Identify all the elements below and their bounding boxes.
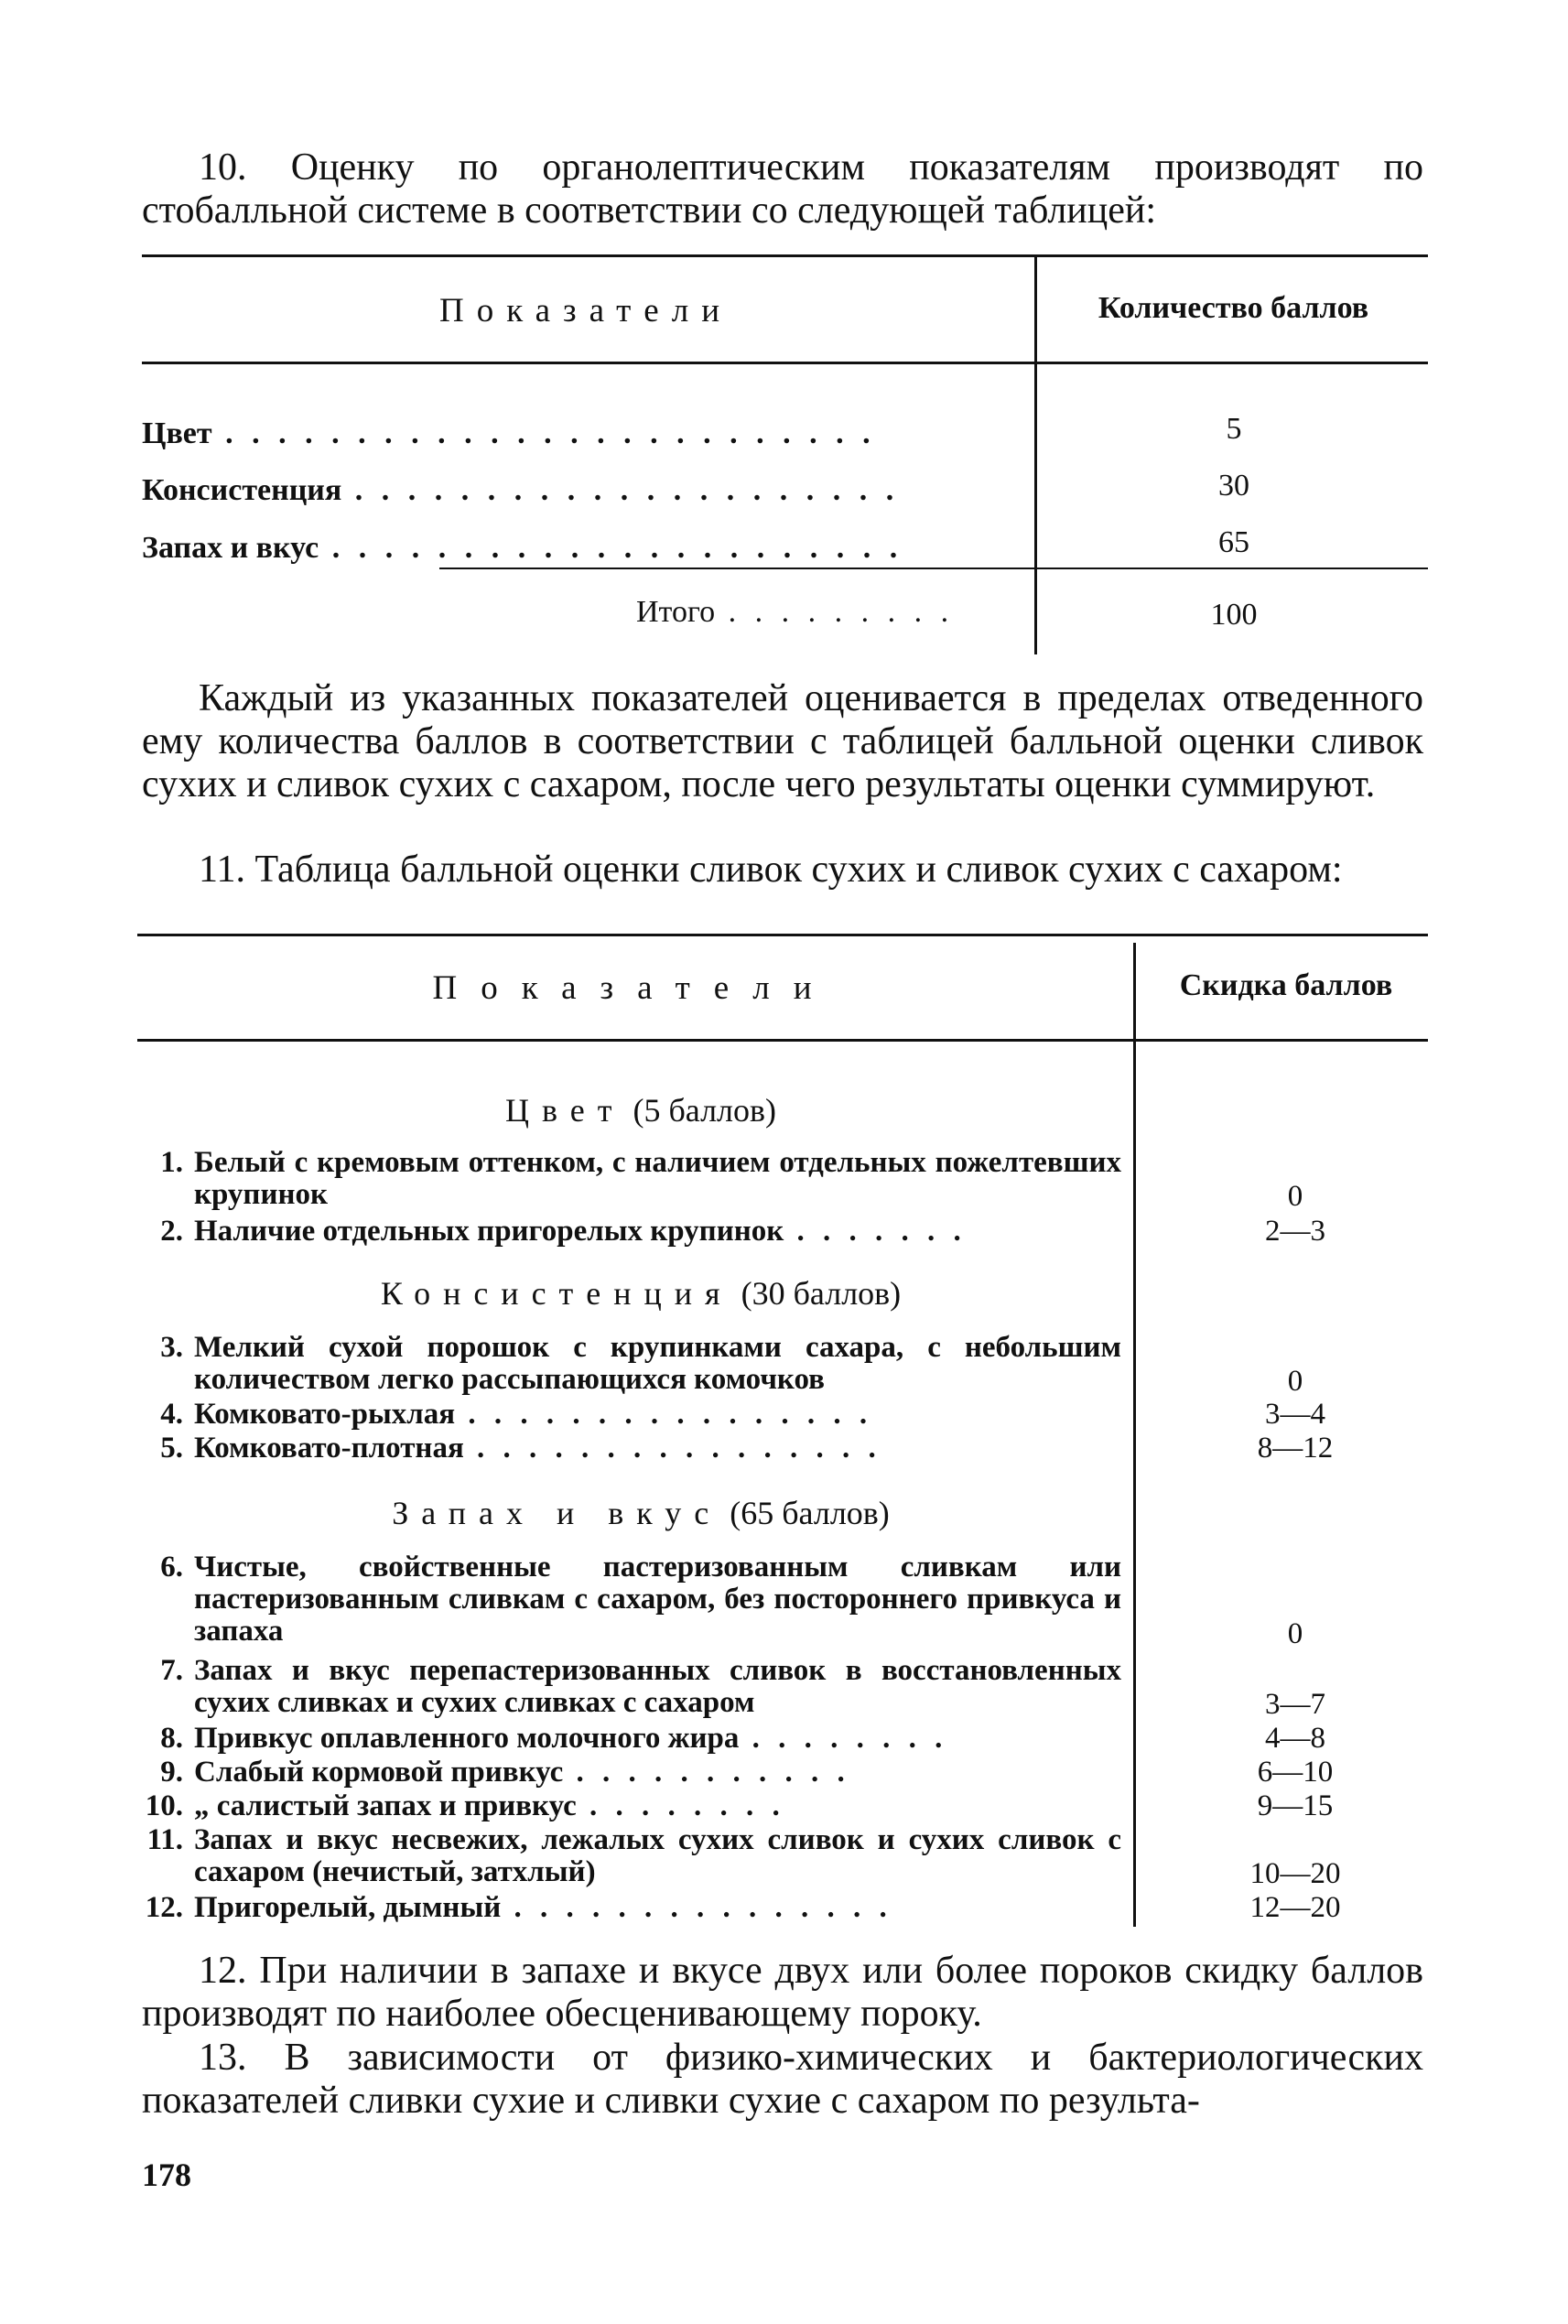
- section-title: Запах и вкус: [392, 1495, 722, 1531]
- section-consistency-heading: [142, 1274, 1140, 1313]
- table2-item: [137, 1399, 1121, 1431]
- item-text: Наличие отдельных пригорелых крупинок . . . . . . .: [194, 1215, 967, 1248]
- item-value: 2—3: [1265, 1215, 1325, 1248]
- table1-header-indicators: Показатели: [439, 292, 732, 330]
- item-value: 0: [1287, 1365, 1303, 1398]
- item-text: Комковато-рыхлая . . . . . . . . . . . . . . . .: [194, 1398, 873, 1431]
- table2-item: [137, 1723, 1121, 1755]
- table1-total-label: Итого: [636, 595, 716, 629]
- item-text: Слабый кормовой привкус . . . . . . . . . . .: [194, 1756, 850, 1789]
- table1-row-value: 65: [1218, 525, 1249, 559]
- table1-row-consistency: Консистенция . . . . . . . . . . . . . . . . . . . . .: [142, 473, 900, 507]
- paragraph-10: 10. Оценку по органолептическим показателям производят по стобалльной системе в соответствии со следующей таблицей:: [142, 146, 1423, 232]
- item-value: 8—12: [1257, 1432, 1334, 1465]
- section-color-heading: [142, 1091, 1140, 1130]
- table2-item: [137, 1790, 1121, 1822]
- item-text-label: Слабый кормовой привкус: [194, 1756, 564, 1789]
- table2-header-deduction: Скидка баллов: [1179, 968, 1393, 1002]
- paragraph-13: 13. В зависимости от физико-химических и бактериологических показателей сливки сухие и сливки сухие с сахаром по результа-: [142, 2037, 1423, 2122]
- table2-top-rule: [137, 934, 1428, 936]
- item-text-label: Пригорелый, дымный: [194, 1891, 502, 1924]
- table2-header-rule: [137, 1039, 1428, 1042]
- item-value: 10—20: [1249, 1857, 1341, 1890]
- paragraph-each-indicator: Каждый из указанных показателей оценивается в пределах отведенного ему количества баллов в соответствии с таблицей балльной оценки сливок сухих и сливок сухих с сахаром, после чего результаты оценки суммируют.: [142, 677, 1423, 805]
- item-value: 4—8: [1265, 1722, 1325, 1755]
- table2-header-indicators: Показатели: [432, 969, 836, 1007]
- item-number: 1.: [160, 1146, 183, 1179]
- section-points: (5 баллов): [633, 1092, 776, 1129]
- section-points: (65 баллов): [730, 1495, 890, 1531]
- table2-item: [137, 1551, 1121, 1648]
- table1-row-value: 30: [1218, 469, 1249, 503]
- item-number: 12.: [145, 1891, 183, 1924]
- item-text-label: Комковато-плотная: [194, 1432, 464, 1465]
- item-value: 9—15: [1257, 1789, 1334, 1822]
- item-value: 0: [1287, 1617, 1303, 1650]
- table1-row-total: Итого . . . . . . . . .: [636, 595, 955, 629]
- item-value: 12—20: [1249, 1891, 1341, 1924]
- item-number: 6.: [160, 1551, 183, 1584]
- item-text: Запах и вкус несвежих, лежалых сухих сливок и сухих сливок с сахаром (нечистый, затхлый): [194, 1823, 1121, 1888]
- item-number: 10.: [145, 1789, 183, 1822]
- table1-row-label: Цвет: [142, 416, 212, 450]
- item-text: Запах и вкус перепастеризованных сливок в восстановленных сухих сливках и сухих сливках с сахаром: [194, 1654, 1121, 1719]
- item-value: 3—4: [1265, 1398, 1325, 1431]
- section-points: (30 баллов): [741, 1275, 902, 1312]
- item-text-label: Комковато-рыхлая: [194, 1398, 456, 1431]
- table1-total-rule: [439, 567, 1428, 569]
- table2-item: [137, 1655, 1121, 1719]
- item-value: 3—7: [1265, 1688, 1325, 1721]
- table1-row-label: Запах и вкус: [142, 531, 319, 565]
- section-smell-taste-heading: [142, 1494, 1140, 1532]
- item-text-label: „ салистый запах и привкус: [194, 1789, 577, 1822]
- item-number: 2.: [160, 1215, 183, 1248]
- paragraph-11: 11. Таблица балльной оценки сливок сухих и сливок сухих с сахаром:: [199, 849, 1343, 891]
- table1-column-divider: [1034, 256, 1037, 654]
- page-number: 178: [142, 2156, 191, 2193]
- item-number: 9.: [160, 1756, 183, 1789]
- table2-item: [137, 1332, 1121, 1396]
- item-text: Мелкий сухой порошок с крупинками сахара, с небольшим количеством легко рассыпающихся комочков: [194, 1331, 1121, 1396]
- item-text: Чистые, свойственные пастеризованным сливкам или пастеризованным сливкам с сахаром, без постороннего привкуса и запаха: [194, 1551, 1121, 1648]
- item-number: 8.: [160, 1722, 183, 1755]
- item-number: 5.: [160, 1432, 183, 1465]
- table1-header-rule: [142, 362, 1428, 364]
- table2-item: [137, 1216, 1121, 1248]
- item-text: Белый с кремовым оттенком, с наличием отдельных пожелтевших крупинок: [194, 1146, 1121, 1211]
- section-title: Консистенция: [380, 1275, 733, 1312]
- item-number: 3.: [160, 1331, 183, 1364]
- item-text: Комковато-плотная . . . . . . . . . . . . . . . .: [194, 1432, 881, 1465]
- table1-row-label: Консистенция: [142, 473, 342, 507]
- item-number: 7.: [160, 1654, 183, 1687]
- item-number: 4.: [160, 1398, 183, 1431]
- item-text-label: Наличие отдельных пригорелых крупинок: [194, 1215, 784, 1248]
- table1-header-points: Количество баллов: [1098, 291, 1369, 325]
- table2-item: [137, 1892, 1121, 1924]
- table2-item: [137, 1432, 1121, 1465]
- item-text: Привкус оплавленного молочного жира . . . . . . . .: [194, 1722, 948, 1755]
- item-text: „ салистый запах и привкус . . . . . . . .: [194, 1789, 785, 1822]
- item-number: 11.: [146, 1823, 183, 1856]
- paragraph-12: 12. При наличии в запахе и вкусе двух или более пороков скидку баллов производят по наиболее обесценивающему пороку.: [142, 1950, 1423, 2035]
- item-text-label: Привкус оплавленного молочного жира: [194, 1722, 740, 1755]
- item-value: 6—10: [1257, 1756, 1334, 1789]
- table2-item: [137, 1147, 1121, 1211]
- table2-item: [137, 1824, 1121, 1888]
- item-value: 0: [1287, 1180, 1303, 1213]
- table1-row-value: 5: [1226, 412, 1242, 446]
- table1-row-smell-taste: Запах и вкус . . . . . . . . . . . . . . . . . . . . . .: [142, 531, 903, 565]
- section-title: Цвет: [504, 1092, 625, 1129]
- table2-item: [137, 1757, 1121, 1789]
- table1-total-value: 100: [1210, 598, 1258, 632]
- table1-row-color: Цвет . . . . . . . . . . . . . . . . . . . . . . . . .: [142, 416, 876, 450]
- item-text: Пригорелый, дымный . . . . . . . . . . . . . . .: [194, 1891, 892, 1924]
- table1-top-rule: [142, 254, 1428, 257]
